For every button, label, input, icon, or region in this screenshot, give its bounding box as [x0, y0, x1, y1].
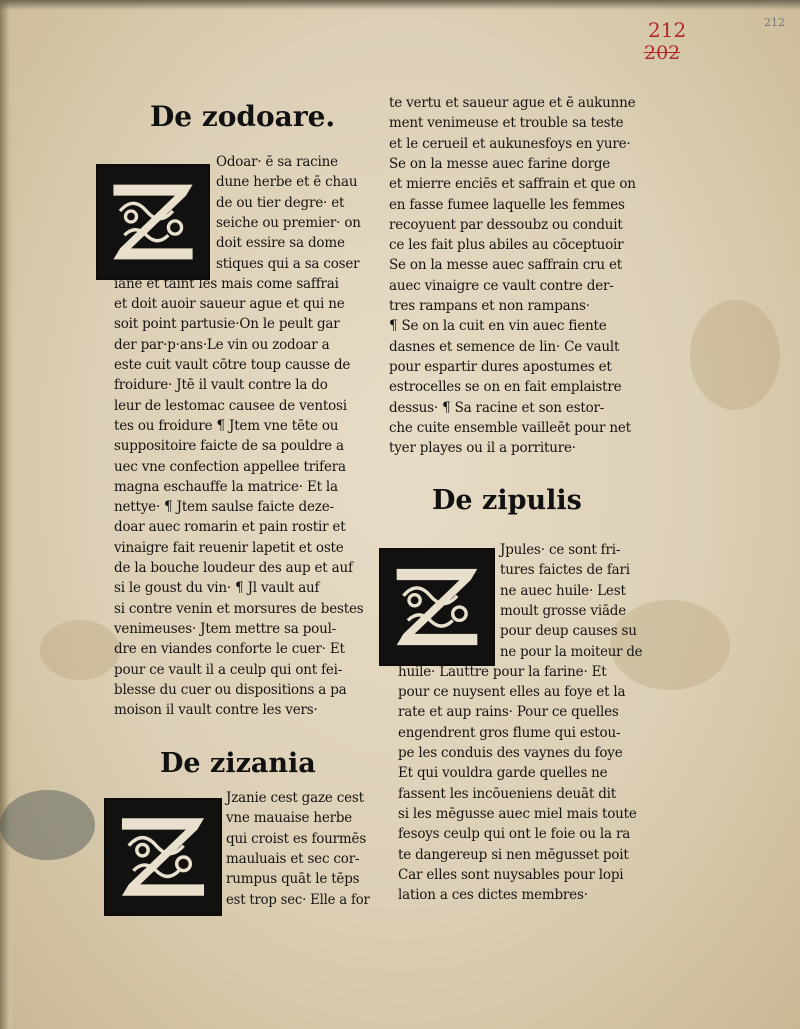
- text-line: Se on la messe auec farine dorge: [389, 155, 611, 172]
- text-line: recoyuent par dessoubz ou conduit: [389, 216, 623, 233]
- text-line: huile· Lauttre pour la farine· Et: [398, 663, 607, 680]
- text-line: ne pour la moiteur de: [500, 643, 643, 660]
- stain-mark: [0, 790, 95, 860]
- page-edge-shadow: [0, 0, 14, 1029]
- text-line: fassent les incōueniens deuāt dit: [398, 785, 617, 802]
- text-line: uec vne confection appellee trifera: [114, 458, 346, 475]
- text-line: estrocelles se on en fait emplaistre: [389, 379, 622, 396]
- text-line: doit essire sa dome: [216, 235, 345, 252]
- text-line: pour ce vault il a ceulp qui ont fei-: [114, 661, 343, 678]
- text-line: tres rampans et non rampans·: [389, 298, 590, 314]
- text-line: doar auec romarin et pain rostir et: [114, 519, 346, 536]
- text-line: blesse du cuer ou dispositions a pa: [114, 681, 347, 698]
- text-line: der par·p·ans·Le vin ou zodoar a: [114, 336, 330, 353]
- text-line: leur de lestomac causee de ventosi: [114, 397, 347, 414]
- text-line: et mierre enciēs et saffrain et que on: [389, 176, 636, 193]
- text-line: magna eschauffe la matrice· Et la: [114, 478, 338, 495]
- text-line: tyer playes ou il a porriture·: [389, 440, 576, 457]
- text-line: Odoar· ē sa racine: [216, 154, 338, 170]
- text-line: de ou tier degre· et: [216, 194, 345, 211]
- text-line: moult grosse viāde: [500, 602, 627, 619]
- text-line: Et qui vouldra garde quelles ne: [398, 765, 608, 782]
- text-line: soit point partusie·On le peult gar: [114, 316, 340, 333]
- section-heading-zizania: De zizania: [160, 748, 316, 779]
- initial-z-icon: [98, 166, 208, 278]
- text-line: ce les fait plus abiles au cōceptuoir: [389, 237, 624, 254]
- text-line: mauluais et sec cor-: [226, 850, 360, 867]
- text-line: moison il vault contre les vers·: [114, 702, 318, 719]
- text-line: pe les conduis des vaynes du foye: [398, 745, 623, 761]
- text-line: si le goust du vin· ¶ Jl vault auf: [114, 580, 320, 597]
- text-line: te vertu et saueur ague et ē aukunne: [389, 95, 636, 111]
- text-line: qui croist es fourmēs: [226, 830, 367, 847]
- text-line: vinaigre fait reuenir lapetit et oste: [114, 539, 344, 556]
- text-line: venimeuses· Jtem mettre sa poul-: [114, 620, 337, 637]
- text-line: et le cerueil et aukunesfoys en yure·: [389, 135, 631, 152]
- text-line: rumpus quāt le tēps: [226, 871, 360, 888]
- text-line: seiche ou premier· on: [216, 214, 361, 231]
- text-line: che cuite ensemble vailleēt pour net: [389, 419, 631, 436]
- text-line: ¶ Se on la cuit en vin auec fiente: [389, 318, 607, 335]
- text-line: ne auec huile· Lest: [500, 582, 626, 599]
- text-line: Jzanie cest gaze cest: [226, 790, 364, 806]
- text-line: stiques qui a sa coser: [216, 255, 360, 272]
- text-line: te dangereup si nen mēgusset poit: [398, 846, 629, 863]
- text-line: pour ce nuysent elles au foye et la: [398, 684, 626, 701]
- text-line: suppositoire faicte de sa pouldre a: [114, 438, 344, 455]
- text-line: dune herbe et ē chau: [216, 174, 358, 191]
- text-line: si contre venin et morsures de bestes: [114, 600, 364, 617]
- text-line: de la bouche loudeur des aup et auf: [114, 560, 353, 576]
- text-line: engendrent gros flume qui estou-: [398, 724, 621, 741]
- initial-z-icon: [106, 800, 220, 914]
- text-line: si les mēgusse auec miel mais toute: [398, 805, 637, 822]
- text-line: est trop sec· Elle a for: [226, 891, 370, 908]
- folio-number-pencil: 212: [764, 16, 785, 29]
- page-top-shadow: [0, 0, 800, 10]
- text-line: dre en viandes conforte le cuer· Et: [114, 641, 345, 658]
- decorated-initial-z: [379, 548, 495, 666]
- text-line: Jpules· ce sont fri-: [500, 542, 621, 558]
- decorated-initial-z: [96, 164, 210, 280]
- text-line: pour deup causes su: [500, 623, 637, 640]
- text-line: dessus· ¶ Sa racine et son estor-: [389, 399, 605, 416]
- text-line: Se on la messe auec saffrain cru et: [389, 257, 623, 274]
- stain-mark: [40, 620, 120, 680]
- section-heading-zipulis: De zipulis: [432, 485, 582, 516]
- text-line: este cuit vault cōtre toup causse de: [114, 357, 351, 373]
- text-line: iane et taint les mais come saffrai: [114, 275, 339, 292]
- text-line: pour espartir dures apostumes et: [389, 358, 612, 375]
- folio-number-struck: 202: [644, 42, 681, 64]
- text-line: dasnes et semence de lin· Ce vault: [389, 338, 620, 355]
- text-line: rate et aup rains· Pour ce quelles: [398, 704, 619, 721]
- text-line: vne mauaise herbe: [226, 810, 353, 827]
- text-line: tes ou froidure ¶ Jtem vne tēte ou: [114, 417, 339, 434]
- initial-z-icon: [381, 550, 493, 664]
- text-line: nettye· ¶ Jtem saulse faicte deze-: [114, 499, 334, 516]
- text-line: froidure· Jtē il vault contre la do: [114, 377, 328, 394]
- stain-mark: [690, 300, 780, 410]
- text-line: auec vinaigre ce vault contre der-: [389, 277, 614, 294]
- section-heading-zodoare: De zodoare.: [150, 100, 336, 133]
- text-line: tures faictes de fari: [500, 562, 630, 579]
- text-line: et doit auoir saueur ague et qui ne: [114, 296, 345, 313]
- folio-number: 212: [648, 18, 687, 42]
- decorated-initial-z: [104, 798, 222, 916]
- text-line: fesoys ceulp qui ont le foie ou la ra: [398, 826, 631, 843]
- text-line: lation a ces dictes membres·: [398, 887, 588, 904]
- text-line: Car elles sont nuysables pour lopi: [398, 866, 624, 883]
- text-line: en fasse fumee laquelle les femmes: [389, 196, 625, 213]
- text-line: ment venimeuse et trouble sa teste: [389, 115, 624, 132]
